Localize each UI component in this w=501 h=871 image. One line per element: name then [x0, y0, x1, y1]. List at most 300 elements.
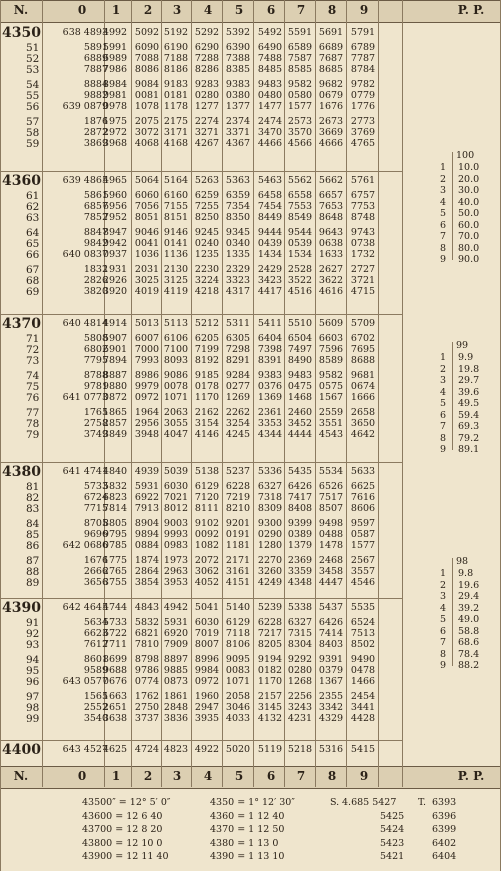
row-number: 76 [26, 392, 40, 404]
cell-col-4: 6030 [194, 617, 220, 628]
cell-col-9: 3650 [350, 418, 376, 429]
cell-col-8: 5691 [318, 27, 344, 38]
cell-col-6: 7318 [257, 492, 283, 503]
cell-col-3: 4047 [163, 429, 189, 440]
cell-col-9: 8748 [350, 212, 376, 223]
cell-col-2: 6060 [134, 190, 160, 201]
cell-col-3: 8897 [163, 654, 189, 665]
cell-col-4: 0240 [194, 238, 220, 249]
cell-col-1: 0872 [102, 392, 128, 403]
cell-col-8: 1567 [318, 392, 344, 403]
cell-col-6: 9383 [257, 370, 283, 381]
cell-col-6: 3423 [257, 275, 283, 286]
cell-col-1: 6901 [102, 344, 128, 355]
cell-col-0: 643 0577 [62, 676, 108, 687]
column-rule [402, 0, 403, 787]
cell-col-7: 8585 [287, 64, 313, 75]
cell-col-3: 3055 [163, 418, 189, 429]
cell-col-6: 4249 [257, 577, 283, 588]
pp-digit: 7 [440, 637, 447, 648]
cell-col-4: 7019 [194, 628, 220, 639]
cell-col-9: 4546 [350, 577, 376, 588]
cell-col-3: 1136 [163, 249, 189, 260]
cell-col-1: 6956 [102, 201, 128, 212]
pp-head: 99 [456, 340, 469, 351]
cell-col-6: 3260 [257, 566, 283, 577]
cell-col-7: 0475 [287, 381, 313, 392]
cell-col-4: 4267 [194, 138, 220, 149]
cell-col-7: 9399 [287, 518, 313, 529]
cell-col-6: 6458 [257, 190, 283, 201]
cell-col-5: 7219 [225, 492, 251, 503]
cell-col-5: 8350 [225, 212, 251, 223]
row-number: 94 [26, 654, 40, 666]
cell-col-9: 4428 [350, 713, 376, 724]
cell-col-8: 4616 [318, 286, 344, 297]
cell-col-5: 5392 [225, 27, 251, 38]
cell-col-5: 9201 [225, 518, 251, 529]
cell-col-5: 6228 [225, 481, 251, 492]
cell-col-4: 0972 [194, 676, 220, 687]
cell-col-0: 9696 [83, 529, 108, 540]
cell-col-3: 8012 [163, 503, 189, 514]
cell-col-0: 2666 [83, 566, 108, 577]
cell-col-5: 7354 [225, 201, 251, 212]
cell-col-2: 1964 [134, 407, 160, 418]
cell-col-1: 3920 [102, 286, 128, 297]
cell-col-0: 642 4645 [62, 602, 108, 613]
cell-col-8: 5316 [318, 744, 344, 755]
cell-col-5: 3254 [225, 418, 251, 429]
cell-col-7: 7315 [287, 628, 313, 639]
pp-digit: 5 [440, 208, 447, 219]
cell-col-1: 3638 [102, 713, 128, 724]
cell-col-4: 9102 [194, 518, 220, 529]
cell-col-6: 8309 [257, 503, 283, 514]
cell-col-4: 3271 [194, 127, 220, 138]
cell-col-3: 9885 [163, 665, 189, 676]
cell-col-8: 7653 [318, 201, 344, 212]
cell-col-7: 4231 [287, 713, 313, 724]
cell-col-4: 2230 [194, 264, 220, 275]
cell-col-4: 5292 [194, 27, 220, 38]
cell-col-3: 9183 [163, 79, 189, 90]
cell-col-0: 3656 [83, 577, 108, 588]
pp-value: 90.0 [458, 254, 480, 265]
cell-col-1: 6989 [102, 53, 128, 64]
cell-col-5: 5140 [225, 602, 251, 613]
row-number: 63 [26, 212, 40, 224]
pp-digit: 9 [440, 660, 447, 671]
cell-col-8: 2559 [318, 407, 344, 418]
cell-col-4: 8250 [194, 212, 220, 223]
cell-col-5: 1181 [225, 540, 251, 551]
row-number: 4360 [2, 173, 41, 189]
cell-col-6: 5463 [257, 175, 283, 186]
cell-col-0: 5891 [83, 42, 108, 53]
cell-col-0: 2826 [83, 275, 108, 286]
column-header-label: 0 [77, 769, 87, 783]
row-number: 4370 [2, 316, 41, 332]
cell-col-0: 9781 [83, 381, 108, 392]
cell-col-2: 0972 [134, 392, 160, 403]
cell-col-8: 7687 [318, 53, 344, 64]
cell-col-1: 2926 [102, 275, 128, 286]
cell-col-2: 9979 [134, 381, 160, 392]
cell-col-4: 3154 [194, 418, 220, 429]
pp-value: 19.6 [458, 579, 480, 591]
column-header-label: N. [13, 769, 29, 783]
cell-col-9: 3557 [350, 566, 376, 577]
cell-col-9: 5761 [350, 175, 376, 186]
cell-col-4: 8996 [194, 654, 220, 665]
cell-col-0: 3820 [83, 286, 108, 297]
cell-col-5: 1071 [225, 676, 251, 687]
cell-col-6: 7398 [257, 344, 283, 355]
cell-col-6: 8391 [257, 355, 283, 366]
cell-col-9: 2658 [350, 407, 376, 418]
cell-col-5: 3046 [225, 702, 251, 713]
cell-col-1: 7894 [102, 355, 128, 366]
cell-col-5: 0277 [225, 381, 251, 392]
cell-col-9: 4765 [350, 138, 376, 149]
cell-col-8: 5534 [318, 466, 344, 477]
cell-col-8: 7414 [318, 628, 344, 639]
cell-col-0: 5634 [83, 617, 108, 628]
cell-col-8: 3342 [318, 702, 344, 713]
cell-col-9: 4642 [350, 429, 376, 440]
cell-col-8: 0379 [318, 665, 344, 676]
cell-col-1: 4744 [102, 602, 128, 613]
cell-col-2: 0884 [134, 540, 160, 551]
cell-col-2: 4019 [134, 286, 160, 297]
cell-col-8: 1633 [318, 249, 344, 260]
cell-col-0: 7887 [83, 64, 108, 75]
cell-col-5: 0083 [225, 665, 251, 676]
cell-col-4: 8007 [194, 639, 220, 650]
cell-col-7: 5218 [287, 744, 313, 755]
cell-col-2: 7000 [134, 344, 160, 355]
cell-col-5: 3371 [225, 127, 251, 138]
cell-col-3: 6160 [163, 190, 189, 201]
row-number: 86 [26, 540, 40, 552]
cell-col-5: 9095 [225, 654, 251, 665]
cell-col-5: 4151 [225, 577, 251, 588]
row-number: 67 [26, 264, 40, 276]
cell-col-7: 9292 [287, 654, 313, 665]
cell-col-5: 1377 [225, 101, 251, 112]
cell-col-5: 4245 [225, 429, 251, 440]
pp-value: 78.4 [458, 648, 480, 660]
cell-col-7: 5562 [287, 175, 313, 186]
cell-col-8: 2355 [318, 691, 344, 702]
cell-col-6: 4344 [257, 429, 283, 440]
cell-col-7: 6504 [287, 333, 313, 344]
cell-col-7: 4348 [287, 577, 313, 588]
footer-arc-mid: 4360 = 1 12 40 [210, 810, 285, 822]
cell-col-2: 6922 [134, 492, 160, 503]
row-number: 51 [26, 42, 40, 54]
cell-col-0: 6724 [83, 492, 108, 503]
cell-col-0: 1765 [83, 407, 108, 418]
row-number: 57 [26, 116, 40, 128]
pp-digit: 9 [440, 254, 447, 265]
cell-col-3: 5039 [163, 466, 189, 477]
cell-col-4: 2072 [194, 555, 220, 566]
cell-col-1: 7814 [102, 503, 128, 514]
cell-col-0: 1676 [83, 555, 108, 566]
cell-col-2: 4724 [134, 744, 160, 755]
cell-col-3: 0983 [163, 540, 189, 551]
cell-col-9: 6625 [350, 481, 376, 492]
cell-col-7: 9483 [287, 370, 313, 381]
cell-col-0: 2872 [83, 127, 108, 138]
cell-col-2: 3854 [134, 577, 160, 588]
cell-col-4: 0178 [194, 381, 220, 392]
cell-col-9: 0478 [350, 665, 376, 676]
cell-col-2: 4939 [134, 466, 160, 477]
row-number: 71 [26, 333, 40, 345]
cell-col-2: 2075 [134, 116, 160, 127]
column-header-label: 3 [172, 3, 182, 17]
cell-col-9: 8688 [350, 355, 376, 366]
cell-col-7: 5510 [287, 318, 313, 329]
cell-col-9: 5633 [350, 466, 376, 477]
cell-col-6: 3145 [257, 702, 283, 713]
cell-col-1: 6823 [102, 492, 128, 503]
cell-col-2: 0774 [134, 676, 160, 687]
cell-col-6: 1477 [257, 101, 283, 112]
cell-col-1: 8805 [102, 518, 128, 529]
cell-col-0: 6802 [83, 344, 108, 355]
cell-col-0: 1876 [83, 116, 108, 127]
pp-digit: 2 [440, 173, 447, 185]
cell-col-6: 9483 [257, 79, 283, 90]
cell-col-8: 3551 [318, 418, 344, 429]
cell-col-1: 0937 [102, 249, 128, 260]
cell-col-8: 8648 [318, 212, 344, 223]
cell-col-1: 7986 [102, 64, 128, 75]
cell-col-0: 7795 [83, 355, 108, 366]
column-header-label: 4 [203, 3, 213, 17]
pp-digit: 1 [440, 352, 447, 363]
cell-col-0: 7612 [83, 639, 108, 650]
cell-col-2: 9084 [134, 79, 160, 90]
row-number: 68 [26, 275, 40, 287]
cell-col-8: 6426 [318, 617, 344, 628]
column-header-label: 9 [359, 769, 369, 783]
column-header-label: 2 [143, 3, 153, 17]
cell-col-2: 8798 [134, 654, 160, 665]
cell-col-3: 5164 [163, 175, 189, 186]
cell-col-8: 9643 [318, 227, 344, 238]
cell-col-4: 5212 [194, 318, 220, 329]
cell-col-5: 8106 [225, 639, 251, 650]
cell-col-8: 0638 [318, 238, 344, 249]
cell-col-7: 9582 [287, 79, 313, 90]
cell-col-8: 9682 [318, 79, 344, 90]
cell-col-7: 7417 [287, 492, 313, 503]
cell-col-9: 7787 [350, 53, 376, 64]
cell-col-0: 9589 [83, 665, 108, 676]
cell-col-3: 1861 [163, 691, 189, 702]
cell-col-2: 9894 [134, 529, 160, 540]
pp-digit: 8 [440, 242, 447, 254]
column-header-label: P. P. [457, 3, 485, 17]
pp-digit: 6 [440, 219, 447, 231]
footer-s-value: 5423 [380, 837, 405, 849]
cell-col-3: 2063 [163, 407, 189, 418]
cell-col-4: 0092 [194, 529, 220, 540]
cell-col-9: 6789 [350, 42, 376, 53]
cell-col-9: 8784 [350, 64, 376, 75]
cell-col-0: 8884 [83, 79, 108, 90]
cell-col-1: 3968 [102, 138, 128, 149]
cell-col-0: 1832 [83, 264, 108, 275]
cell-col-7: 9544 [287, 227, 313, 238]
row-number: 69 [26, 286, 40, 298]
cell-col-0: 7852 [83, 212, 108, 223]
cell-col-2: 7913 [134, 503, 160, 514]
cell-col-9: 6702 [350, 333, 376, 344]
cell-col-3: 3125 [163, 275, 189, 286]
row-number: 88 [26, 566, 40, 578]
column-header-label: N. [13, 3, 29, 17]
cell-col-1: 4965 [102, 175, 128, 186]
cell-col-6: 7488 [257, 53, 283, 64]
cell-col-7: 5338 [287, 602, 313, 613]
cell-col-4: 6205 [194, 333, 220, 344]
cell-col-2: 0081 [134, 90, 160, 101]
pp-digit: 5 [440, 398, 447, 409]
cell-col-5: 6359 [225, 190, 251, 201]
cell-col-1: 5907 [102, 333, 128, 344]
cell-col-9: 2773 [350, 116, 376, 127]
cell-col-7: 7587 [287, 53, 313, 64]
cell-col-6: 2474 [257, 116, 283, 127]
pp-value: 19.8 [458, 363, 480, 375]
cell-col-6: 4417 [257, 286, 283, 297]
cell-col-5: 9345 [225, 227, 251, 238]
footer-t-label: T. [418, 797, 426, 808]
cell-col-3: 0181 [163, 90, 189, 101]
row-number: 56 [26, 101, 40, 113]
cell-col-7: 3452 [287, 418, 313, 429]
pp-digit: 9 [440, 444, 447, 455]
pp-digit: 2 [440, 579, 447, 591]
row-number: 75 [26, 381, 40, 393]
cell-col-2: 1036 [134, 249, 160, 260]
cell-col-5: 0340 [225, 238, 251, 249]
cell-col-4: 1082 [194, 540, 220, 551]
cell-col-9: 9782 [350, 79, 376, 90]
cell-col-1: 5991 [102, 42, 128, 53]
footer-arc-left: 43900 = 12 11 40 [82, 851, 169, 862]
cell-col-3: 5113 [163, 318, 189, 329]
cell-col-5: 5020 [225, 744, 251, 755]
footer-s-value: 5425 [380, 810, 405, 822]
cell-col-8: 8507 [318, 503, 344, 514]
cell-col-6: 2270 [257, 555, 283, 566]
cell-col-9: 2567 [350, 555, 376, 566]
cell-col-8: 3669 [318, 127, 344, 138]
cell-col-7: 6426 [287, 481, 313, 492]
cell-col-7: 2369 [287, 555, 313, 566]
cell-col-5: 6305 [225, 333, 251, 344]
cell-col-7: 4444 [287, 429, 313, 440]
cell-col-1: 3849 [102, 429, 128, 440]
cell-col-2: 5832 [134, 617, 160, 628]
cell-col-2: 7993 [134, 355, 160, 366]
cell-col-0: 5733 [83, 481, 108, 492]
column-header-label: 7 [296, 3, 306, 17]
footer-s-value: 5424 [380, 824, 405, 835]
cell-col-9: 8606 [350, 503, 376, 514]
pp-digit: 4 [440, 602, 447, 614]
row-number: 4350 [2, 25, 41, 41]
cell-col-1: 0785 [102, 540, 128, 551]
cell-col-6: 6404 [257, 333, 283, 344]
cell-col-6: 3470 [257, 127, 283, 138]
cell-col-6: 1170 [257, 676, 283, 687]
cell-col-1: 2972 [102, 127, 128, 138]
cell-col-7: 3570 [287, 127, 313, 138]
cell-col-2: 1078 [134, 101, 160, 112]
cell-col-7: 6558 [287, 190, 313, 201]
column-header-label: 6 [266, 769, 276, 783]
cell-col-0: 2758 [83, 418, 108, 429]
cell-col-8: 3622 [318, 275, 344, 286]
cell-col-4: 4146 [194, 429, 220, 440]
cell-col-7: 8549 [287, 212, 313, 223]
cell-col-6: 3353 [257, 418, 283, 429]
cell-col-0: 3869 [83, 138, 108, 149]
row-number: 85 [26, 529, 40, 541]
row-number: 62 [26, 201, 40, 213]
cell-col-1: 5733 [102, 617, 128, 628]
cell-col-7: 2460 [287, 407, 313, 418]
cell-col-8: 0575 [318, 381, 344, 392]
cell-col-4: 6290 [194, 42, 220, 53]
cell-col-6: 9444 [257, 227, 283, 238]
cell-col-9: 1666 [350, 392, 376, 403]
cell-col-4: 9283 [194, 79, 220, 90]
pp-digit: 5 [440, 614, 447, 625]
pp-value: 68.6 [458, 637, 480, 648]
cell-col-4: 4922 [194, 744, 220, 755]
row-number: 4400 [2, 742, 41, 758]
cell-col-4: 0280 [194, 90, 220, 101]
cell-col-7: 2256 [287, 691, 313, 702]
cell-col-8: 4543 [318, 429, 344, 440]
cell-col-5: 4033 [225, 713, 251, 724]
row-number: 66 [26, 249, 40, 261]
cell-col-6: 0480 [257, 90, 283, 101]
cell-col-4: 3224 [194, 275, 220, 286]
cell-col-3: 9993 [163, 529, 189, 540]
pp-value: 20.0 [458, 173, 480, 185]
cell-col-0: 6857 [83, 201, 108, 212]
pp-digit: 6 [440, 409, 447, 421]
cell-col-6: 7454 [257, 201, 283, 212]
cell-col-2: 6007 [134, 333, 160, 344]
column-header-label: 6 [266, 3, 276, 17]
pp-digit: 6 [440, 625, 447, 637]
cell-col-7: 8304 [287, 639, 313, 650]
pp-value: 60.0 [458, 219, 480, 231]
cell-col-6: 5119 [257, 744, 283, 755]
cell-col-8: 1367 [318, 676, 344, 687]
